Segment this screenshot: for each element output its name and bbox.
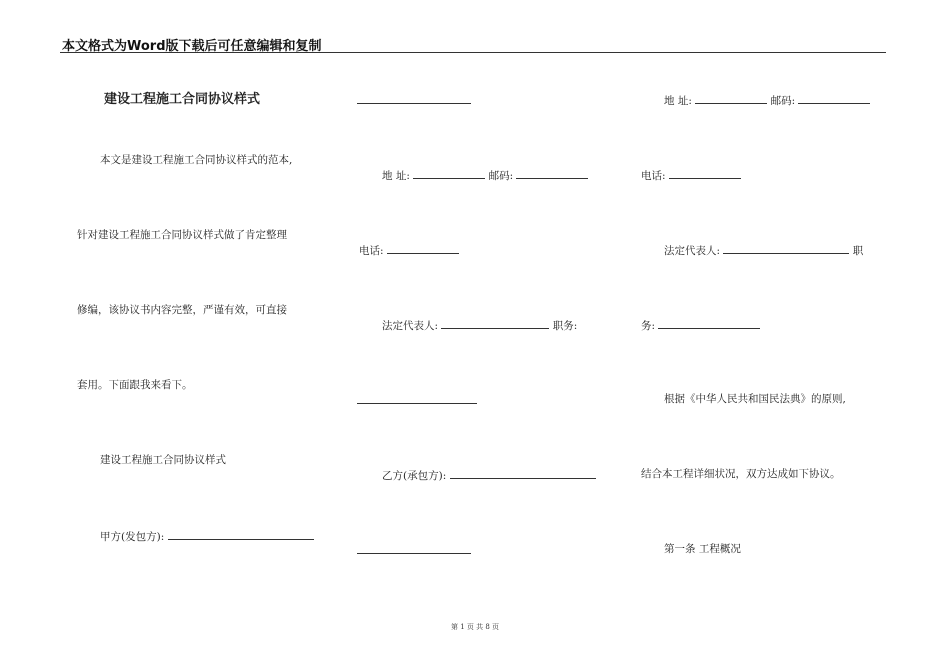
header-divider — [60, 52, 886, 53]
address-label: 地 址: — [664, 95, 692, 107]
position-label: 职务: — [552, 320, 578, 332]
phone-label: 电话: — [359, 245, 384, 257]
address-label: 地 址: — [382, 170, 410, 182]
address-row-b — [382, 167, 588, 183]
party-b-row — [382, 467, 596, 483]
page-number: 第 1 页 共 8 页 — [450, 623, 500, 631]
party-a-label — [100, 528, 314, 544]
blank-line-top — [357, 103, 471, 104]
document-banner: 本文格式为Word版下载后可任意编辑和复制 — [62, 39, 322, 54]
document-title: 建设工程施工合同协议样式 — [104, 92, 261, 107]
phone-row-a — [641, 167, 741, 183]
party-b-label: 乙方(承包方): — [382, 470, 447, 482]
basis-line-1: 根据《中华人民共和国民法典》的原则, — [664, 393, 846, 405]
address-blank — [695, 92, 767, 104]
basis-line-2: 结合本工程详细状况，双方达成如下协议。 — [641, 468, 841, 480]
party-a-text: 甲方(发包方): — [100, 531, 165, 543]
postcode-blank — [798, 92, 870, 104]
article-1-heading: 第一条 工程概况 — [664, 543, 741, 555]
postcode-label: 邮码: — [488, 170, 514, 182]
position-label-end: 务: — [641, 320, 656, 332]
address-blank — [413, 167, 485, 179]
phone-row-b — [359, 242, 459, 258]
blank-line-bottom — [357, 553, 471, 554]
legal-rep-blank — [441, 317, 549, 329]
intro-line-3: 修编，该协议书内容完整，严谨有效，可直接 — [77, 304, 287, 316]
legal-rep-row-b — [382, 317, 577, 333]
postcode-blank — [516, 167, 588, 179]
intro-line-1: 本文是建设工程施工合同协议样式的范本, — [100, 154, 293, 166]
blank-line-mid — [357, 403, 477, 404]
intro-line-4: 套用。下面跟我来看下。 — [77, 379, 193, 391]
legal-rep-row-a — [664, 242, 863, 258]
party-a-blank — [168, 528, 314, 540]
address-row-a — [664, 92, 870, 108]
party-b-blank — [450, 467, 596, 479]
intro-line-2: 针对建设工程施工合同协议样式做了肯定整理 — [77, 229, 287, 241]
legal-rep-label: 法定代表人: — [382, 320, 439, 332]
legal-rep-blank — [723, 242, 849, 254]
phone-blank — [387, 242, 459, 254]
phone-label: 电话: — [641, 170, 666, 182]
agreement-name: 建设工程施工合同协议样式 — [100, 454, 226, 466]
position-label-start: 职 — [852, 245, 864, 257]
legal-rep-label: 法定代表人: — [664, 245, 721, 257]
phone-blank — [669, 167, 741, 179]
postcode-label: 邮码: — [770, 95, 796, 107]
position-blank — [658, 317, 760, 329]
position-row-a — [641, 317, 760, 333]
